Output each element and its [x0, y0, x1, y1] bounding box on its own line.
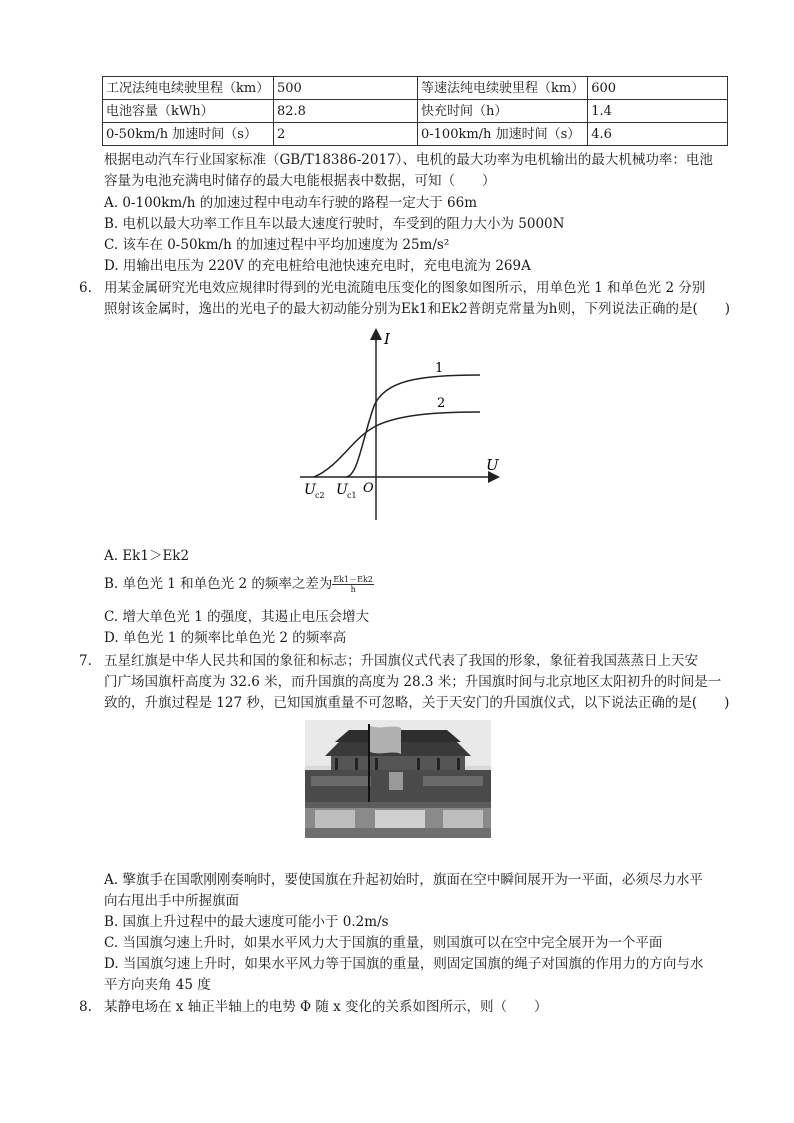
u-axis-label: U: [486, 456, 499, 474]
q6-number: 6.: [79, 280, 92, 296]
table-cell: 工况法纯电续驶里程（km）: [103, 77, 274, 100]
q6-option-b-text: B. 单色光 1 和单色光 2 的频率之差为: [104, 576, 333, 592]
q7-option-a-line2: 向右甩出手中所握旗面: [104, 893, 239, 909]
table-cell: 2: [274, 123, 418, 146]
uc1-label: U: [336, 482, 348, 498]
q8-stem: 某静电场在 x 轴正半轴上的电势 Φ 随 x 变化的关系如图所示，则（ ）: [104, 999, 548, 1015]
uc2-label: U: [304, 482, 316, 498]
curve-2-label: 2: [437, 396, 446, 411]
curve-2: [314, 412, 480, 477]
q6-option-d: D. 单色光 1 的频率比单色光 2 的频率高: [104, 630, 347, 646]
q5-option-b: B. 电机以最大功率工作且车以最大速度行驶时，车受到的阻力大小为 5000N: [104, 216, 565, 232]
q6-option-c: C. 增大单色光 1 的强度，其遏止电压会增大: [104, 609, 370, 625]
spec-table: [102, 76, 728, 146]
curve-1: [346, 375, 480, 477]
table-cell: 600: [588, 77, 728, 100]
table-cell: 4.6: [588, 123, 728, 146]
frequency-difference-fraction: [332, 575, 374, 594]
q7-option-a-line1: A. 擎旗手在国歌刚刚奏响时，要使国旗在升起初始时，旗面在空中瞬间展开为一平面，必须尽力水平: [104, 872, 703, 888]
q7-option-d-line1: D. 当国旗匀速上升时，如果水平风力等于国旗的重量，则固定国旗的绳子对国旗的作用力的方向与水: [104, 956, 704, 972]
q7-stem-line3: 致的，升旗过程是 127 秒，已知国旗重量不可忽略，关于天安门的升国旗仪式，以下说法正确的是( ): [104, 695, 730, 711]
q7-number: 7.: [79, 653, 92, 669]
table-cell: 电池容量（kWh）: [103, 100, 274, 123]
table-cell: 82.8: [274, 100, 418, 123]
fraction-denominator: h: [350, 585, 356, 594]
q5-option-c: C. 该车在 0-50km/h 的加速过程中平均加速度为 25m/s²: [104, 237, 450, 253]
q5-option-a: A. 0-100km/h 的加速过程中电动车行驶的路程一定大于 66m: [104, 195, 478, 211]
q5-option-d: D. 用输出电压为 220V 的充电桩给电池快速充电时，充电电流为 269A: [104, 258, 531, 274]
origin-label: O: [363, 481, 374, 496]
q6-stem-line1: 用某金属研究光电效应规律时得到的光电流随电压变化的图象如图所示，用单色光 1 和单色光 2 分别: [104, 280, 706, 296]
q7-option-b: B. 国旗上升过程中的最大速度可能小于 0.2m/s: [104, 914, 389, 930]
q6-option-b: [104, 574, 374, 595]
table-row: [103, 100, 728, 123]
uc1-subscript: c1: [347, 491, 357, 500]
table-cell: 0-50km/h 加速时间（s）: [103, 123, 274, 146]
table-cell: 1.4: [588, 100, 728, 123]
q8-number: 8.: [79, 999, 92, 1015]
table-row: [103, 77, 728, 100]
q5-stem-line1: 根据电动汽车行业国家标准（GB/T18386-2017）、电机的最大功率为电机输出的最大机械功率：电池: [104, 152, 713, 168]
table-cell: 快充时间（h）: [418, 100, 588, 123]
uc2-subscript: c2: [315, 491, 325, 500]
q5-stem-line2: 容量为电池充满电时储存的最大电能根据表中数据，可知（ ）: [104, 173, 496, 189]
table-row: [103, 123, 728, 146]
q7-stem-line1: 五星红旗是中华人民共和国的象征和标志；升国旗仪式代表了我国的形象，象征着我国蒸蒸日上天安: [104, 653, 698, 669]
q7-option-c: C. 当国旗匀速上升时，如果水平风力大于国旗的重量，则国旗可以在空中完全展开为一个平面: [104, 935, 663, 951]
table-cell: 500: [274, 77, 418, 100]
table-cell: 0-100km/h 加速时间（s）: [418, 123, 588, 146]
q7-stem-line2: 门广场国旗杆高度为 32.6 米，而升国旗的高度为 28.3 米；升国旗时间与北京地区太阳初升的时间是一: [104, 674, 722, 690]
q7-option-d-line2: 平方向夹角 45 度: [104, 977, 211, 993]
table-cell: 等速法纯电续驶里程（km）: [418, 77, 588, 100]
curve-1-label: 1: [435, 361, 444, 376]
q6-option-a: A. Ek1＞Ek2: [104, 548, 190, 564]
photocurrent-graph: [290, 328, 510, 528]
q6-stem-line2: 照射该金属时，逸出的光电子的最大初动能分别为Ek1和Ek2普朗克常量为h则，下列说法正确的是( ): [104, 301, 730, 317]
fraction-numerator: Ek1－Ek2: [333, 575, 373, 584]
i-axis-label: I: [384, 330, 390, 348]
tiananmen-flag-photo: [305, 720, 491, 838]
